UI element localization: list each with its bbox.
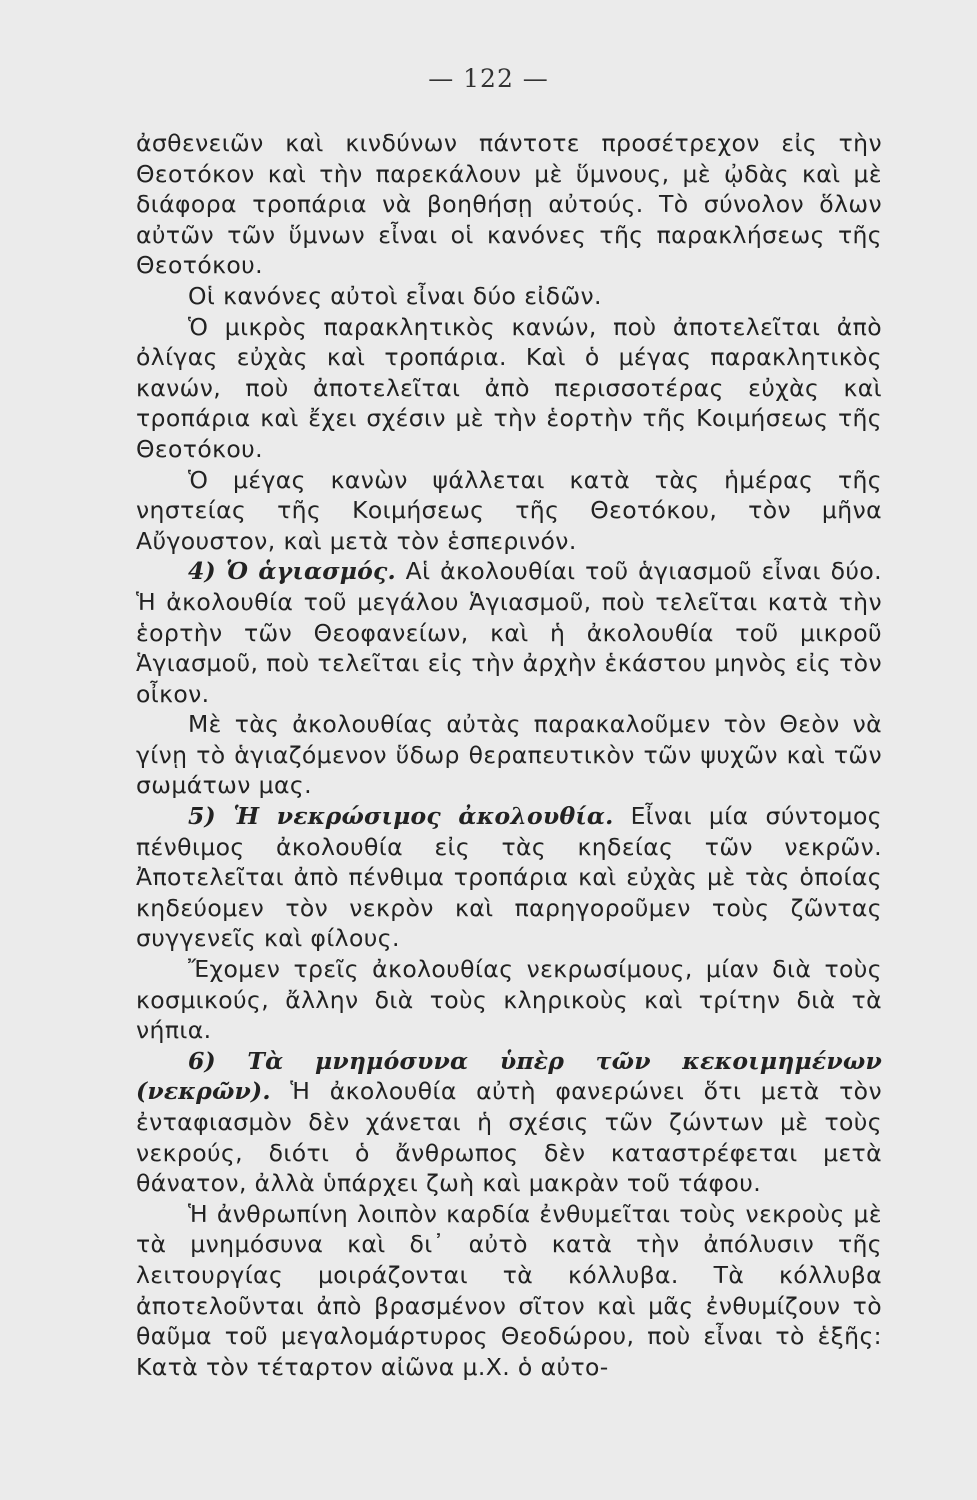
paragraph-4: Ὁ μέγας κανὼν ψάλλεται κατὰ τὰς ἡμέρας τῆς νηστείας τῆς Κοιμήσεως τῆς Θεοτόκου, τὸν μῆνα Αὔγουστον, καὶ μετὰ τὸν ἑσπερινόν. — [136, 465, 882, 555]
section-6-memorials: 6) Τὰ μνημόσυνα ὑπὲρ τῶν κεκοιμημένων (νεκρῶν). Ἡ ἀκολουθία αὐτὴ φανερώνει ὅτι μετὰ τὸν ἐνταφιασμὸν δὲν χάνεται ἡ σχέσις τῶν ζώντων μὲ τοὺς νεκρούς, διότι ὁ ἄνθρωπος δὲν καταστρέφεται μετὰ θάνατον, ἀλλὰ ὑπάρχει ζωὴ καὶ μακρὰν τοῦ τάφου. — [136, 1046, 882, 1198]
paragraph-8: Ἔχομεν τρεῖς ἀκολουθίας νεκρωσίμους, μίαν διὰ τοὺς κοσμικούς, ἄλλην διὰ τοὺς κληρικοὺς καὶ τρίτην διὰ τὰ νήπια. — [136, 955, 882, 1045]
section-6-heading: 6) Τὰ μνημόσυνα ὑπὲρ τῶν κεκοιμημένων (νεκρῶν). — [136, 1046, 882, 1106]
page-number: — 122 — — [428, 64, 549, 93]
section-5-heading: 5) Ἡ νεκρώσιμος ἀκολουθία. — [188, 802, 614, 831]
paragraph-1: ἀσθενειῶν καὶ κινδύνων πάντοτε προσέτρεχον εἰς τὴν Θεοτόκον καὶ τὴν παρεκάλουν μὲ ὕμνους, μὲ ᾠδὰς καὶ μὲ διάφορα τροπάρια νὰ βοηθήσῃ αὐτούς. Τὸ σύνολον ὅλων αὐτῶν τῶν ὕμνων εἶναι οἱ κανόνες τῆς παρακλήσεως τῆς Θεοτόκου. — [136, 129, 882, 280]
text-body — [136, 128, 882, 1382]
section-4-heading: 4) Ὁ ἁγιασμός. — [188, 557, 396, 586]
paragraph-6: Μὲ τὰς ἀκολουθίας αὐτὰς παρακαλοῦμεν τὸν Θεὸν νὰ γίνῃ τὸ ἁγιαζόμενον ὕδωρ θεραπευτικὸν τῶν ψυχῶν καὶ τῶν σωμάτων μας. — [136, 710, 882, 800]
paragraph-3: Ὁ μικρὸς παρακλητικὸς κανών, ποὺ ἀποτελεῖται ἀπὸ ὀλίγας εὐχὰς καὶ τροπάρια. Καὶ ὁ μέγας παρακλητικὸς κανών, ποὺ ἀποτελεῖται ἀπὸ περισσοτέρας εὐχὰς καὶ τροπάρια καὶ ἔχει σχέσιν μὲ τὴν ἑορτὴν τῆς Κοιμήσεως τῆς Θεοτόκου. — [136, 312, 882, 463]
paragraph-2: Οἱ κανόνες αὐτοὶ εἶναι δύο εἰδῶν. — [188, 281, 602, 310]
section-4-hagiasmos: 4) Ὁ ἁγιασμός. Αἱ ἀκολουθίαι τοῦ ἁγιασμοῦ εἶναι δύο. Ἡ ἀκολουθία τοῦ μεγάλου Ἁγιασμοῦ, ποὺ τελεῖται κατὰ τὴν ἑορτὴν τῶν Θεοφανείων, καὶ ἡ ἀκολουθία τοῦ μικροῦ Ἁγιασμοῦ, ποὺ τελεῖται εἰς τὴν ἀρχὴν ἑκάστου μηνὸς εἰς τὸν οἶκον. — [136, 557, 882, 708]
section-5-funeral-service: 5) Ἡ νεκρώσιμος ἀκολουθία. Εἶναι μία σύντομος πένθιμος ἀκολουθία εἰς τὰς κηδείας τῶν νεκρῶν. Ἀποτελεῖται ἀπὸ πένθιμα τροπάρια καὶ εὐχὰς μὲ τὰς ὁποίας κηδεύομεν τὸν νεκρὸν καὶ παρηγοροῦμεν τοὺς ζῶντας συγγενεῖς καὶ φίλους. — [136, 802, 882, 953]
paragraph-10: Ἡ ἀνθρωπίνη λοιπὸν καρδία ἐνθυμεῖται τοὺς νεκροὺς μὲ τὰ μνημόσυνα καὶ δι᾽ αὐτὸ κατὰ τὴν ἀπόλυσιν τῆς λειτουργίας μοιράζονται τὰ κόλλυβα. Τὰ κόλλυβα ἀποτελοῦνται ἀπὸ βρασμένον σῖτον καὶ μᾶς ἐνθυμίζουν τὸ θαῦμα τοῦ μεγαλομάρτυρος Θεοδώρου, ποὺ εἶναι τὸ ἑξῆς: Κατὰ τὸν τέταρτον αἰῶνα μ.Χ. ὁ αὐτο- — [136, 1199, 882, 1381]
